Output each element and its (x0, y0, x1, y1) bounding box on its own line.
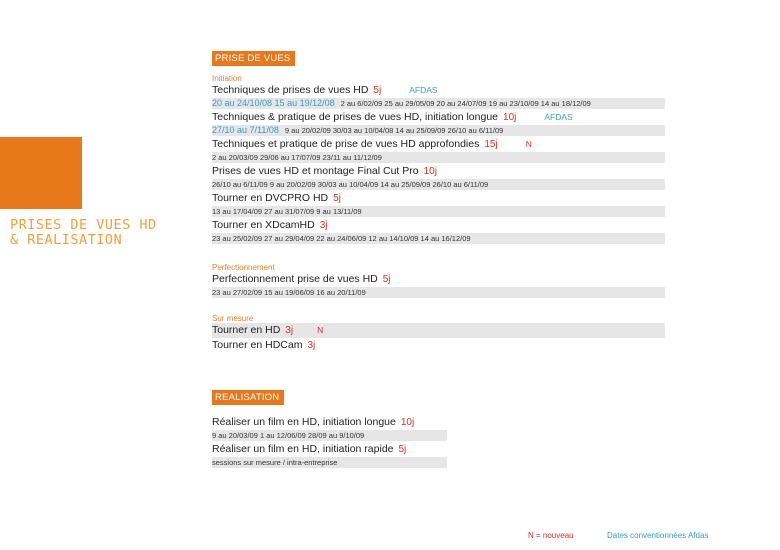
course-title[interactable] (212, 191, 672, 206)
section-prise-de-vues (212, 48, 672, 353)
course-dates (212, 430, 447, 441)
course-title[interactable] (212, 415, 672, 430)
session-dates: 23 au 25/02/09 27 au 29/04/09 22 au 24/06/09 12 au 14/10/09 14 au 16/12/09 (212, 234, 471, 243)
course-duration: 5j (373, 85, 382, 96)
course-duration: 5j (398, 444, 407, 455)
course-dates (212, 125, 665, 136)
nouveau-badge: N (317, 325, 324, 335)
course-dates (212, 233, 665, 244)
course-title[interactable] (212, 442, 672, 457)
afdas-badge: AFDAS (409, 85, 438, 95)
course-title[interactable] (212, 338, 672, 353)
course-name: Techniques de prises de vues HD (212, 84, 369, 96)
course-duration: 10j (423, 166, 437, 177)
side-title: PRISES DE VUES HD & REALISATION (10, 217, 157, 248)
orange-block (0, 137, 82, 209)
course-name: Tourner en HD (212, 324, 281, 336)
course-name: Techniques et pratique de prise de vues HD approfondies (212, 138, 480, 150)
session-dates: 23 au 27/02/09 15 au 19/06/09 16 au 20/11/09 (212, 288, 366, 297)
course-name: Réaliser un film en HD, initiation longue (212, 416, 396, 428)
legend-afdas: Dates conventionnées Afdas (607, 531, 709, 540)
session-dates: 2 au 6/02/09 25 au 29/05/09 20 au 24/07/09 19 au 23/10/09 14 au 18/12/09 (340, 99, 591, 108)
course-title[interactable] (212, 218, 672, 233)
section-header: PRISE DE VUES (212, 51, 295, 66)
session-dates: 9 au 20/03/09 1 au 12/06/09 28/09 au 9/10/09 (212, 431, 365, 440)
course-name: Tourner en DVCPRO HD (212, 192, 329, 204)
course-dates (212, 206, 665, 217)
session-dates: sessions sur mesure / intra-entreprise (212, 458, 338, 467)
course-duration: 3j (285, 325, 294, 336)
course-title[interactable] (212, 83, 672, 98)
group-label-perfectionnement: Perfectionnement (212, 263, 275, 272)
course-dates (212, 457, 447, 468)
course-title[interactable] (212, 110, 672, 125)
course-duration: 10j (400, 417, 415, 428)
course-title[interactable] (212, 164, 672, 179)
session-dates: 2 au 20/03/09 29/06 au 17/07/09 23/11 au 11/12/09 (212, 153, 382, 162)
course-duration: 15j (484, 139, 498, 150)
course-dates (212, 287, 665, 298)
afdas-badge: AFDAS (544, 112, 573, 122)
course-duration: 5j (333, 193, 341, 204)
session-dates: 9 au 20/02/09 30/03 au 10/04/08 14 au 25/09/09 26/10 au 6/11/09 (284, 126, 504, 135)
course-duration: 3j (307, 340, 316, 351)
group-label-sur-mesure: Sur mesure (212, 314, 254, 323)
section-realisation (212, 387, 672, 468)
course-dates (212, 179, 665, 190)
course-name: Tourner en XDcamHD (212, 219, 315, 231)
course-duration: 5j (382, 274, 391, 285)
legend-nouveau: N = nouveau (528, 531, 574, 540)
course-duration: 3j (319, 220, 328, 231)
group-label-initiation: Initiation (212, 74, 242, 83)
course-title[interactable] (212, 137, 672, 152)
session-dates: 26/10 au 6/11/09 9 au 20/02/09 30/03 au 10/04/09 14 au 25/09/09 26/10 au 6/11/09 (212, 180, 489, 189)
course-title[interactable] (212, 272, 672, 287)
course-name: Prises de vues HD et montage Final Cut Pro (212, 165, 419, 177)
course-duration: 10j (503, 112, 517, 123)
afdas-dates: 20 au 24/10/08 15 au 19/12/08 (212, 98, 335, 108)
course-name: Techniques & pratique de prises de vues HD, initiation longue (212, 111, 499, 123)
course-dates (212, 152, 665, 163)
course-title[interactable] (212, 323, 665, 338)
afdas-dates: 27/10 au 7/11/08 (212, 125, 279, 135)
course-name: Réaliser un film en HD, initiation rapide (212, 443, 394, 455)
session-dates: 13 au 17/04/09 27 au 31/07/09 9 au 13/11/09 (212, 207, 362, 216)
nouveau-badge: N (525, 139, 532, 149)
course-name: Perfectionnement prise de vues HD (212, 273, 378, 285)
course-catalog (212, 48, 672, 469)
course-dates (212, 98, 665, 109)
section-header: REALISATION (212, 390, 284, 405)
course-name: Tourner en HDCam (212, 339, 303, 351)
